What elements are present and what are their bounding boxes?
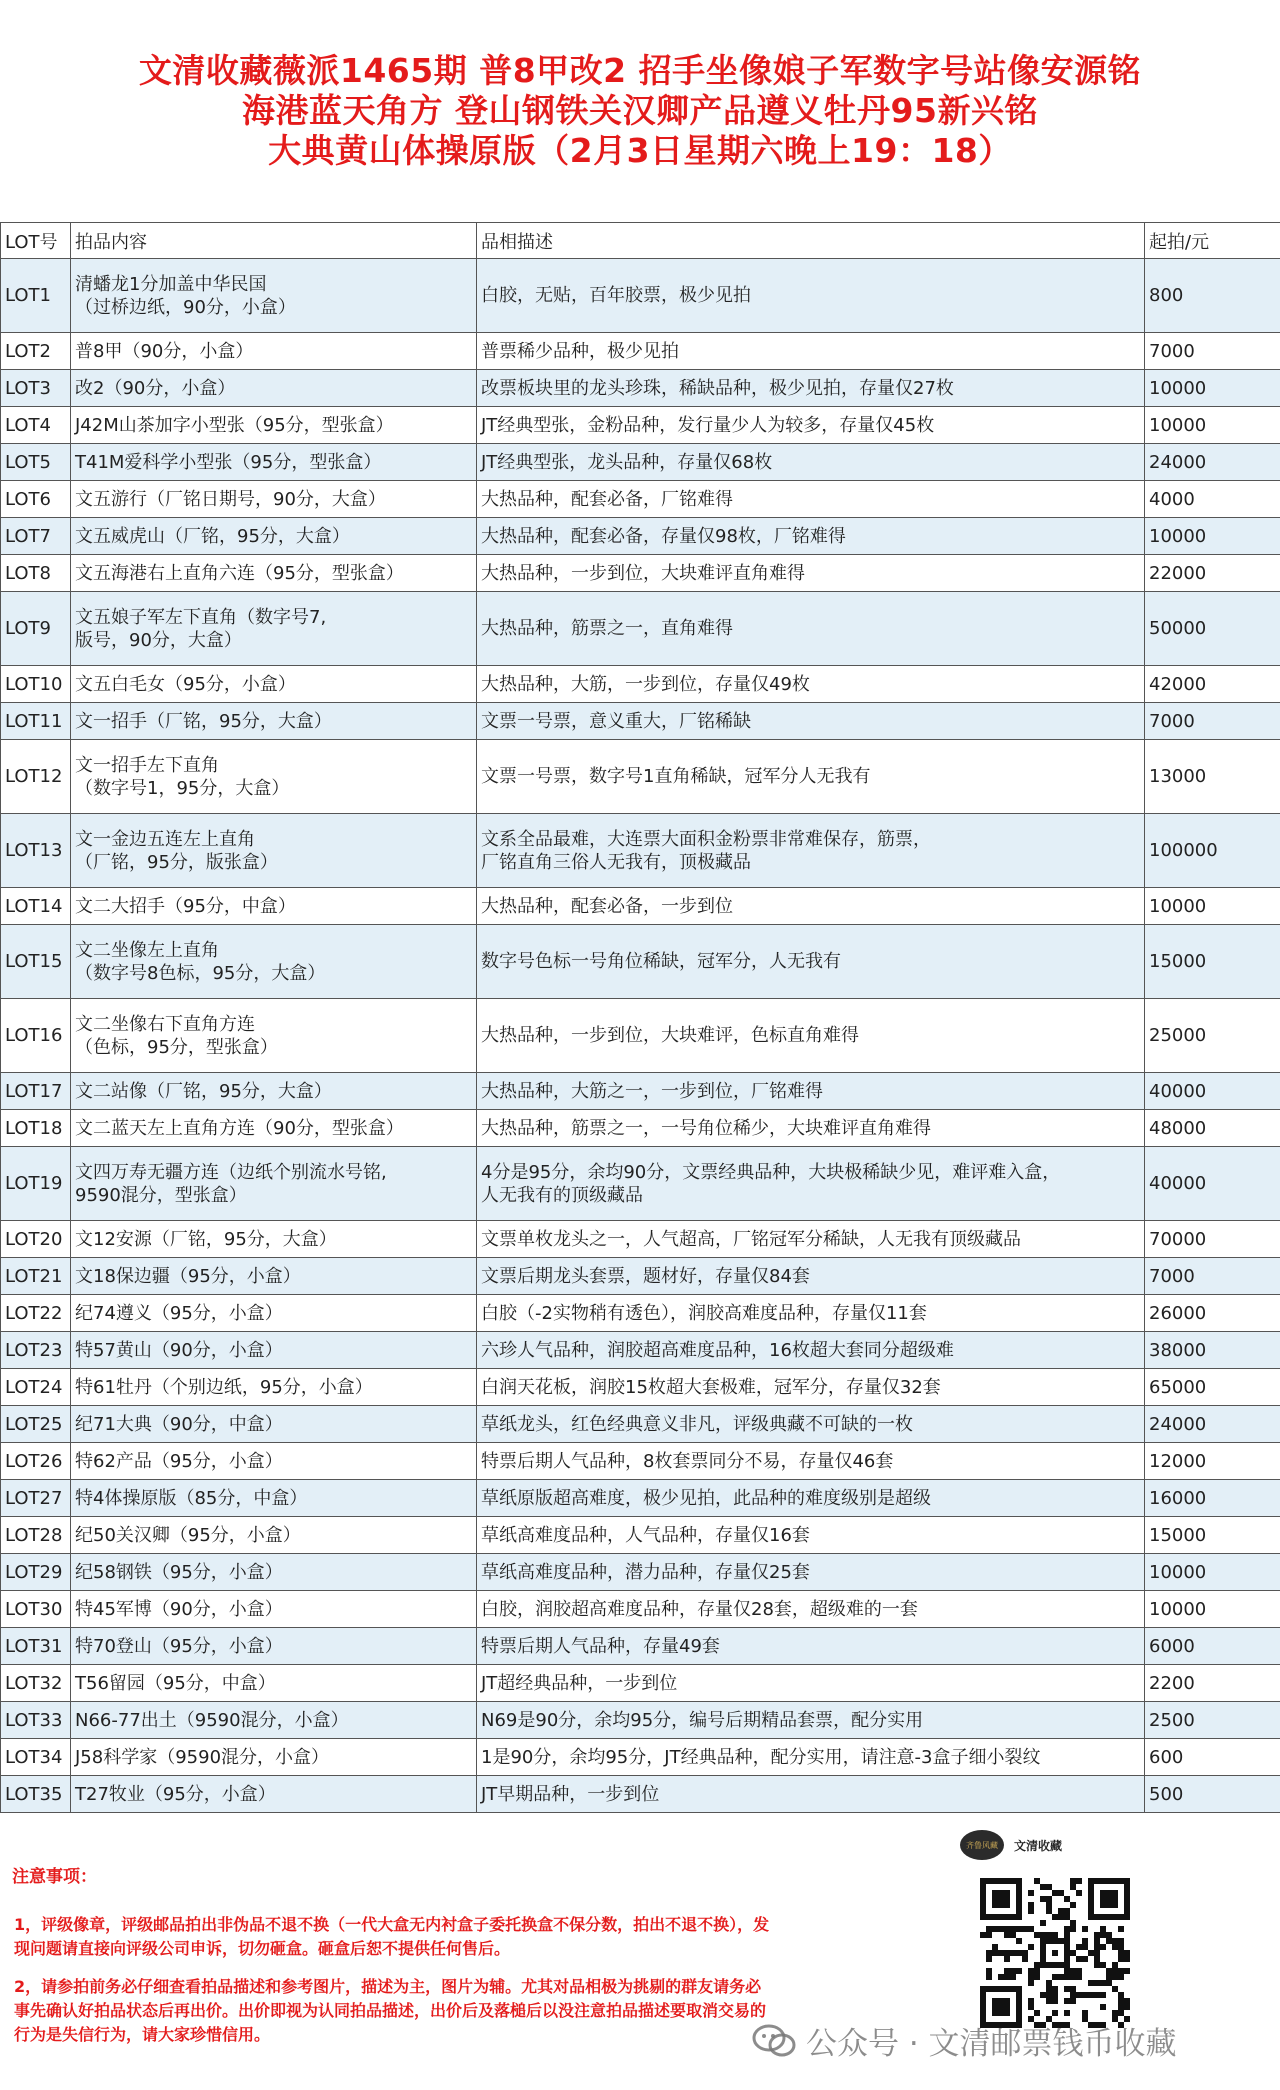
table-row — [1, 740, 1280, 814]
lot-cell: LOT20 — [1, 1221, 71, 1258]
item-cell: 纪71大典（90分，中盒） — [71, 1406, 477, 1443]
item-cell: 纪74遵义（95分，小盒） — [71, 1295, 477, 1332]
price-cell: 10000 — [1145, 407, 1280, 444]
table-row — [1, 1480, 1280, 1517]
item-cell: T56留园（95分，中盒） — [71, 1665, 477, 1702]
item-cell: N66-77出土（9590混分，小盒） — [71, 1702, 477, 1739]
item-cell: 特57黄山（90分，小盒） — [71, 1332, 477, 1369]
table-row — [1, 1369, 1280, 1406]
lot-cell: LOT10 — [1, 666, 71, 703]
item-cell: 清蟠龙1分加盖中华民国 （过桥边纸，90分，小盒） — [71, 259, 477, 333]
table-row — [1, 481, 1280, 518]
price-cell: 500 — [1145, 1776, 1280, 1813]
table-row — [1, 259, 1280, 333]
item-cell: 文五威虎山（厂铭，95分，大盒） — [71, 518, 477, 555]
lot-cell: LOT28 — [1, 1517, 71, 1554]
description-cell: 文票一号票，意义重大，厂铭稀缺 — [477, 703, 1145, 740]
lot-cell: LOT30 — [1, 1591, 71, 1628]
price-cell: 2500 — [1145, 1702, 1280, 1739]
table-row — [1, 1665, 1280, 1702]
lot-cell: LOT35 — [1, 1776, 71, 1813]
table-row — [1, 518, 1280, 555]
price-cell: 48000 — [1145, 1110, 1280, 1147]
lot-cell: LOT34 — [1, 1739, 71, 1776]
lot-cell: LOT3 — [1, 370, 71, 407]
description-cell: 1是90分，余均95分，JT经典品种，配分实用，请注意-3盒子细小裂纹 — [477, 1739, 1145, 1776]
item-cell: J42M山茶加字小型张（95分，型张盒） — [71, 407, 477, 444]
table-row — [1, 1406, 1280, 1443]
description-cell: 特票后期人气品种，存量49套 — [477, 1628, 1145, 1665]
price-cell: 40000 — [1145, 1147, 1280, 1221]
brand-name: 文清收藏 — [1014, 1838, 1063, 1853]
item-cell: 文五游行（厂铭日期号，90分，大盒） — [71, 481, 477, 518]
price-cell: 100000 — [1145, 814, 1280, 888]
price-cell: 10000 — [1145, 370, 1280, 407]
qr-code-icon — [980, 1878, 1130, 2028]
description-cell: 改票板块里的龙头珍珠，稀缺品种，极少见拍，存量仅27枚 — [477, 370, 1145, 407]
watermark — [752, 2018, 1177, 2063]
description-cell: 六珍人气品种，润胶超高难度品种，16枚超大套同分超级难 — [477, 1332, 1145, 1369]
table-row — [1, 999, 1280, 1073]
table-row — [1, 1628, 1280, 1665]
title-line-2: 海港蓝天角方 登山钢铁关汉卿产品遵义牡丹95新兴铭 — [242, 91, 1038, 130]
item-cell: 文二蓝天左上直角方连（90分，型张盒） — [71, 1110, 477, 1147]
lot-cell: LOT22 — [1, 1295, 71, 1332]
description-cell: 大热品种，筋票之一，一号角位稀少，大块难评直角难得 — [477, 1110, 1145, 1147]
lot-cell: LOT15 — [1, 925, 71, 999]
item-cell: 普8甲（90分，小盒） — [71, 333, 477, 370]
price-cell: 24000 — [1145, 444, 1280, 481]
description-cell: 大热品种，一步到位，大块难评，色标直角难得 — [477, 999, 1145, 1073]
lot-cell: LOT7 — [1, 518, 71, 555]
lot-cell: LOT27 — [1, 1480, 71, 1517]
lot-cell: LOT6 — [1, 481, 71, 518]
lot-cell: LOT14 — [1, 888, 71, 925]
description-cell: N69是90分，余均95分，编号后期精品套票，配分实用 — [477, 1702, 1145, 1739]
price-cell: 65000 — [1145, 1369, 1280, 1406]
price-cell: 15000 — [1145, 1517, 1280, 1554]
table-row — [1, 1517, 1280, 1554]
item-cell: 文二站像（厂铭，95分，大盒） — [71, 1073, 477, 1110]
description-cell: 草纸高难度品种，潜力品种，存量仅25套 — [477, 1554, 1145, 1591]
description-cell: 文票单枚龙头之一，人气超高，厂铭冠军分稀缺，人无我有顶级藏品 — [477, 1221, 1145, 1258]
item-cell: 特4体操原版（85分，中盒） — [71, 1480, 477, 1517]
table-row — [1, 1332, 1280, 1369]
table-row — [1, 925, 1280, 999]
description-cell: 文系全品最难，大连票大面积金粉票非常难保存，筋票， 厂铭直角三俗人无我有，顶极藏品 — [477, 814, 1145, 888]
description-cell: 草纸原版超高难度，极少见拍，此品种的难度级别是超级 — [477, 1480, 1145, 1517]
table-row — [1, 333, 1280, 370]
price-cell: 16000 — [1145, 1480, 1280, 1517]
header-lot: LOT号 — [1, 223, 71, 259]
table-row — [1, 1554, 1280, 1591]
title-line-1: 文清收藏薇派1465期 普8甲改2 招手坐像娘子军数字号站像安源铭 — [138, 51, 1142, 90]
lot-cell: LOT16 — [1, 999, 71, 1073]
lot-cell: LOT23 — [1, 1332, 71, 1369]
description-cell: JT经典型张，金粉品种，发行量少人为较多，存量仅45枚 — [477, 407, 1145, 444]
price-cell: 40000 — [1145, 1073, 1280, 1110]
item-cell: 文18保边疆（95分，小盒） — [71, 1258, 477, 1295]
item-cell: 特62产品（95分，小盒） — [71, 1443, 477, 1480]
lot-cell: LOT32 — [1, 1665, 71, 1702]
table-row — [1, 1147, 1280, 1221]
table-row — [1, 814, 1280, 888]
item-cell: T41M爱科学小型张（95分，型张盒） — [71, 444, 477, 481]
lot-cell: LOT24 — [1, 1369, 71, 1406]
description-cell: 白胶，无贴，百年胶票，极少见拍 — [477, 259, 1145, 333]
lot-cell: LOT19 — [1, 1147, 71, 1221]
lot-cell: LOT18 — [1, 1110, 71, 1147]
lot-cell: LOT13 — [1, 814, 71, 888]
item-cell: 纪50关汉卿（95分，小盒） — [71, 1517, 477, 1554]
price-cell: 10000 — [1145, 518, 1280, 555]
item-cell: 文二坐像右下直角方连 （色标，95分，型张盒） — [71, 999, 477, 1073]
auction-header — [0, 0, 1280, 222]
table-row — [1, 1258, 1280, 1295]
price-cell: 10000 — [1145, 1591, 1280, 1628]
lot-cell: LOT2 — [1, 333, 71, 370]
price-cell: 26000 — [1145, 1295, 1280, 1332]
table-row — [1, 555, 1280, 592]
table-row — [1, 1443, 1280, 1480]
lot-cell: LOT21 — [1, 1258, 71, 1295]
item-cell: 特45军博（90分，小盒） — [71, 1591, 477, 1628]
table-row — [1, 1295, 1280, 1332]
item-cell: 文一招手（厂铭，95分，大盒） — [71, 703, 477, 740]
table-row — [1, 1776, 1280, 1813]
description-cell: 大热品种，配套必备，存量仅98枚，厂铭难得 — [477, 518, 1145, 555]
description-cell: 特票后期人气品种，8枚套票同分不易，存量仅46套 — [477, 1443, 1145, 1480]
price-cell: 42000 — [1145, 666, 1280, 703]
price-cell: 10000 — [1145, 1554, 1280, 1591]
logo-text: 齐鲁风藏 — [966, 1840, 998, 1850]
brand-logo — [960, 1830, 1004, 1860]
table-row — [1, 592, 1280, 666]
item-cell: J58科学家（9590混分，小盒） — [71, 1739, 477, 1776]
item-cell: 文12安源（厂铭，95分，大盒） — [71, 1221, 477, 1258]
description-cell: JT超经典品种，一步到位 — [477, 1665, 1145, 1702]
table-row — [1, 1702, 1280, 1739]
price-cell: 38000 — [1145, 1332, 1280, 1369]
description-cell: 普票稀少品种，极少见拍 — [477, 333, 1145, 370]
table-row — [1, 407, 1280, 444]
lot-cell: LOT11 — [1, 703, 71, 740]
price-cell: 2200 — [1145, 1665, 1280, 1702]
description-cell: 大热品种，大筋之一，一步到位，厂铭难得 — [477, 1073, 1145, 1110]
table-header-row — [1, 223, 1280, 259]
table-row — [1, 1110, 1280, 1147]
price-cell: 7000 — [1145, 703, 1280, 740]
description-cell: 大热品种，一步到位，大块难评直角难得 — [477, 555, 1145, 592]
note-1: 1，评级像章，评级邮品拍出非伪品不退不换（一代大盒无内衬盒子委托换盒不保分数，拍出不退不换），发现问题请直接向评级公司申诉，切勿砸盒。砸盒后恕不提供任何售后。 — [14, 1915, 770, 1958]
lot-cell: LOT31 — [1, 1628, 71, 1665]
price-cell: 25000 — [1145, 999, 1280, 1073]
item-cell: 文五海港右上直角六连（95分，型张盒） — [71, 555, 477, 592]
note-2: 2，请参拍前务必仔细查看拍品描述和参考图片，描述为主，图片为辅。尤其对品相极为挑剔的群友请务必事先确认好拍品状态后再出价。出价即视为认同拍品描述，出价后及落槌后以没注意拍品描述要取消交易的行为是失信行为，请大家珍惜信用。 — [14, 1977, 767, 2044]
brand-row — [960, 1830, 1160, 1860]
table-row — [1, 370, 1280, 407]
lot-cell: LOT5 — [1, 444, 71, 481]
item-cell: 文一招手左下直角 （数字号1，95分，大盒） — [71, 740, 477, 814]
item-cell: 文二坐像左上直角 （数字号8色标，95分，大盒） — [71, 925, 477, 999]
lot-cell: LOT12 — [1, 740, 71, 814]
price-cell: 22000 — [1145, 555, 1280, 592]
table-row — [1, 703, 1280, 740]
table-row — [1, 1221, 1280, 1258]
wechat-icon — [752, 2024, 796, 2058]
description-cell: 4分是95分，余均90分，文票经典品种，大块极稀缺少见，难评难入盒， 人无我有的顶级藏品 — [477, 1147, 1145, 1221]
lot-cell: LOT1 — [1, 259, 71, 333]
notes-title: 注意事项： — [12, 1867, 97, 1887]
auction-table — [0, 222, 1280, 1813]
item-cell: 文二大招手（95分，中盒） — [71, 888, 477, 925]
lot-cell: LOT9 — [1, 592, 71, 666]
header-description: 品相描述 — [477, 223, 1145, 259]
description-cell: 草纸龙头，红色经典意义非凡，评级典藏不可缺的一枚 — [477, 1406, 1145, 1443]
price-cell: 70000 — [1145, 1221, 1280, 1258]
table-row — [1, 666, 1280, 703]
description-cell: 白胶（-2实物稍有透色），润胶高难度品种，存量仅11套 — [477, 1295, 1145, 1332]
table-row — [1, 1591, 1280, 1628]
description-cell: 大热品种，配套必备，厂铭难得 — [477, 481, 1145, 518]
price-cell: 4000 — [1145, 481, 1280, 518]
price-cell: 12000 — [1145, 1443, 1280, 1480]
description-cell: JT经典型张，龙头品种，存量仅68枚 — [477, 444, 1145, 481]
title-line-3: 大典黄山体操原版（2月3日星期六晚上19：18） — [268, 131, 1012, 170]
table-row — [1, 1739, 1280, 1776]
table-row — [1, 444, 1280, 481]
description-cell: 白胶，润胶超高难度品种，存量仅28套，超级难的一套 — [477, 1591, 1145, 1628]
lot-cell: LOT8 — [1, 555, 71, 592]
item-cell: 特70登山（95分，小盒） — [71, 1628, 477, 1665]
header-item: 拍品内容 — [71, 223, 477, 259]
price-cell: 13000 — [1145, 740, 1280, 814]
item-cell: 特61牡丹（个别边纸，95分，小盒） — [71, 1369, 477, 1406]
item-cell: 文一金边五连左上直角 （厂铭，95分，版张盒） — [71, 814, 477, 888]
item-cell: 文五白毛女（95分，小盒） — [71, 666, 477, 703]
watermark-text: 公众号 · 文清邮票钱币收藏 — [806, 2026, 1177, 2062]
item-cell: 纪58钢铁（95分，小盒） — [71, 1554, 477, 1591]
price-cell: 800 — [1145, 259, 1280, 333]
lot-cell: LOT25 — [1, 1406, 71, 1443]
price-cell: 24000 — [1145, 1406, 1280, 1443]
lot-cell: LOT4 — [1, 407, 71, 444]
lot-cell: LOT26 — [1, 1443, 71, 1480]
item-cell: 文四万寿无疆方连（边纸个别流水号铭, 9590混分，型张盒） — [71, 1147, 477, 1221]
notes-section — [12, 1862, 772, 2061]
description-cell: 草纸高难度品种，人气品种，存量仅16套 — [477, 1517, 1145, 1554]
price-cell: 6000 — [1145, 1628, 1280, 1665]
price-cell: 600 — [1145, 1739, 1280, 1776]
header-starting-price: 起拍/元 — [1145, 223, 1280, 259]
item-cell: 改2（90分，小盒） — [71, 370, 477, 407]
item-cell: 文五娘子军左下直角（数字号7, 版号，90分，大盒） — [71, 592, 477, 666]
description-cell: 文票一号票，数字号1直角稀缺，冠军分人无我有 — [477, 740, 1145, 814]
lot-cell: LOT33 — [1, 1702, 71, 1739]
description-cell: 白润天花板，润胶15枚超大套极难，冠军分，存量仅32套 — [477, 1369, 1145, 1406]
price-cell: 7000 — [1145, 333, 1280, 370]
table-row — [1, 1073, 1280, 1110]
price-cell: 15000 — [1145, 925, 1280, 999]
item-cell: T27牧业（95分，小盒） — [71, 1776, 477, 1813]
price-cell: 10000 — [1145, 888, 1280, 925]
description-cell: 大热品种，大筋，一步到位，存量仅49枚 — [477, 666, 1145, 703]
description-cell: 大热品种，配套必备，一步到位 — [477, 888, 1145, 925]
price-cell: 50000 — [1145, 592, 1280, 666]
price-cell: 7000 — [1145, 1258, 1280, 1295]
lot-cell: LOT17 — [1, 1073, 71, 1110]
lot-cell: LOT29 — [1, 1554, 71, 1591]
description-cell: 文票后期龙头套票，题材好，存量仅84套 — [477, 1258, 1145, 1295]
description-cell: 数字号色标一号角位稀缺，冠军分，人无我有 — [477, 925, 1145, 999]
description-cell: 大热品种，筋票之一，直角难得 — [477, 592, 1145, 666]
description-cell: JT早期品种，一步到位 — [477, 1776, 1145, 1813]
table-row — [1, 888, 1280, 925]
